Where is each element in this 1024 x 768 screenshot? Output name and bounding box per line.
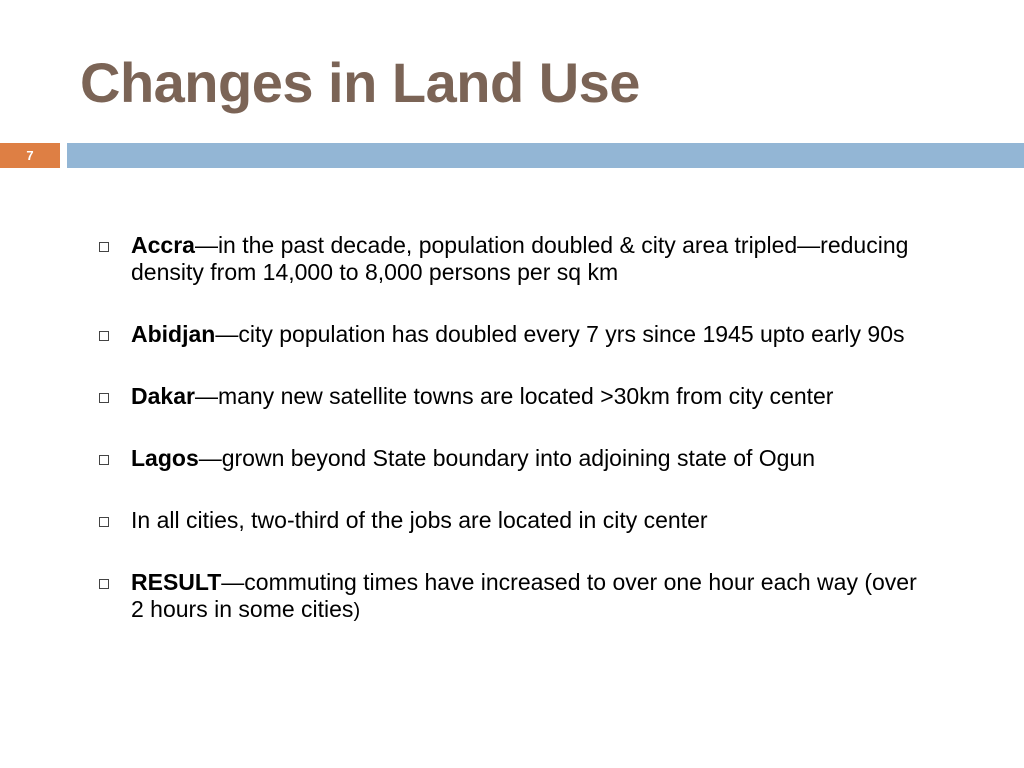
hollow-square-bullet-icon <box>99 455 109 465</box>
hollow-square-bullet-icon <box>99 331 109 341</box>
list-item <box>96 445 926 472</box>
header-accent-bar <box>67 143 1024 168</box>
bullet-lead: RESULT <box>131 569 222 595</box>
slide-title: Changes in Land Use <box>80 51 640 114</box>
bullet-lead: Abidjan <box>131 321 216 347</box>
bullet-lead: Lagos <box>131 445 199 471</box>
slide-number: 7 <box>0 143 60 168</box>
list-item <box>96 507 926 534</box>
bullet-lead: Dakar <box>131 383 195 409</box>
bullet-text-end: ) <box>353 600 361 622</box>
bullet-list <box>96 232 926 625</box>
hollow-square-bullet-icon <box>99 242 109 252</box>
hollow-square-bullet-icon <box>99 579 109 589</box>
hollow-square-bullet-icon <box>99 393 109 403</box>
list-item <box>96 383 926 410</box>
hollow-square-bullet-icon <box>99 517 109 527</box>
bullet-text: —in the past decade, population doubled & city area tripled—reducing density from 14,000 to 8,000 persons per sq km <box>131 232 909 285</box>
list-item <box>96 232 926 286</box>
bullet-text: —grown beyond State boundary into adjoining state of Ogun <box>198 445 816 471</box>
list-item <box>96 321 926 348</box>
bullet-text: In all cities, two-third of the jobs are located in city center <box>131 507 708 533</box>
bullet-text: —many new satellite towns are located >30km from city center <box>194 383 834 409</box>
bullet-text: —city population has doubled every 7 yrs since 1945 upto early 90s <box>215 321 905 347</box>
bullet-text: —commuting times have increased to over one hour each way (over 2 hours in some cities <box>131 569 917 622</box>
bullet-lead: Accra <box>131 232 195 258</box>
list-item <box>96 569 926 625</box>
